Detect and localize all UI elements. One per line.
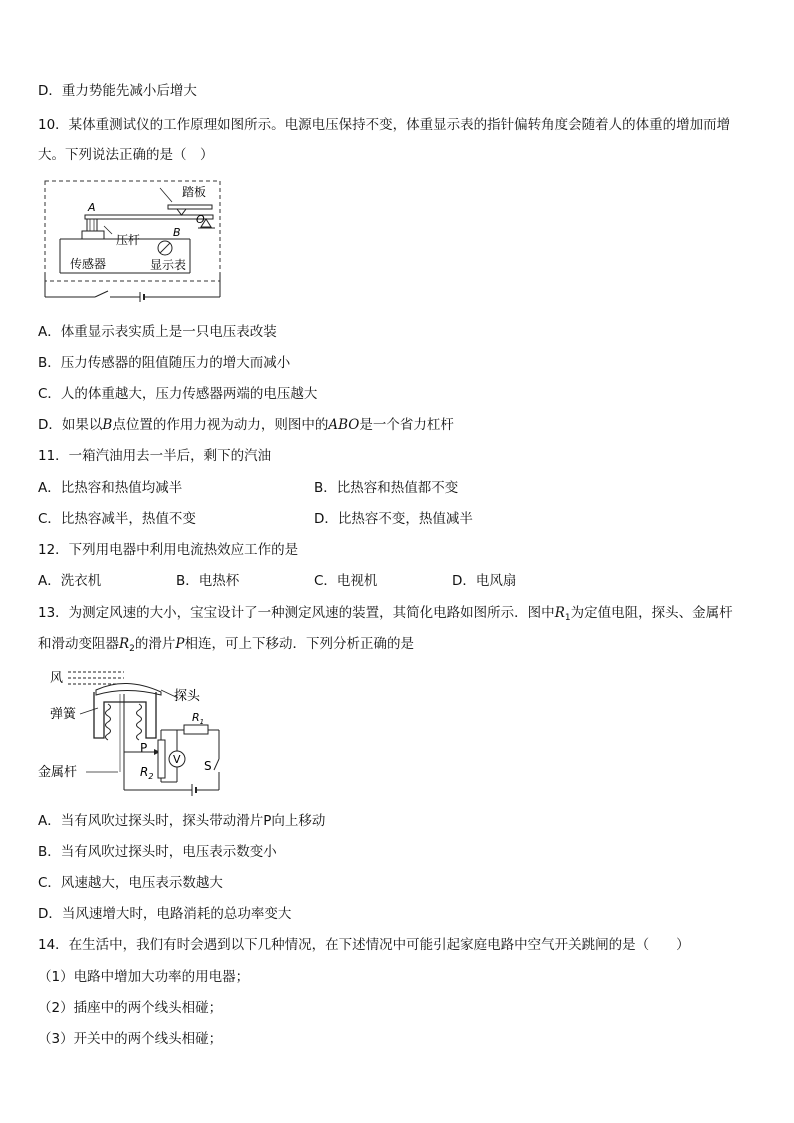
q12-stem: 12．下列用电器中利用电流热效应工作的是	[38, 542, 299, 558]
q13-label-r1: $R_1$	[192, 711, 205, 726]
q10-label-a: A	[88, 201, 96, 214]
q11-option-c: C．比热容减半，热值不变	[38, 511, 196, 527]
q13-figure	[36, 664, 236, 804]
q13-option-d: D．当风速增大时，电路消耗的总功率变大	[38, 906, 292, 922]
q10-label-sensor: 传感器	[70, 257, 107, 271]
q13-label-p: P	[140, 741, 148, 755]
q14-item-1: （1）电路中增加大功率的用电器；	[38, 969, 250, 985]
q10-label-b: B	[173, 226, 181, 239]
q10-label-pedal: 踏板	[182, 185, 207, 199]
q13-stem-line1: 13．为测定风速的大小，宝宝设计了一种测定风速的装置，其简化电路如图所示．图中$R_1$为定值电阻，探头、金属杆	[38, 605, 733, 623]
q12-option-b: B．电热杯	[176, 573, 240, 589]
q11-stem: 11．一箱汽油用去一半后，剩下的汽油	[38, 448, 272, 464]
q13-label-probe: 探头	[174, 689, 201, 704]
q10-figure	[40, 178, 230, 303]
q11-option-a: A．比热容和热值均减半	[38, 480, 183, 496]
q13-switch-s	[214, 759, 219, 770]
q13-probe	[96, 683, 161, 695]
q10-option-d: D．如果以B点位置的作用力视为动力，则图中的ABO是一个省力杠杆	[38, 417, 454, 433]
q10-switch	[95, 291, 108, 297]
q10-sensor	[82, 231, 104, 239]
q13-rheostat-r2	[158, 740, 165, 778]
q14-item-3: （3）开关中的两个线头相碰；	[38, 1031, 223, 1047]
q14-item-2: （2）插座中的两个线头相碰；	[38, 1000, 223, 1016]
q13-label-r2: $R_2$	[140, 765, 154, 781]
q13-spring-left	[106, 704, 111, 740]
q10-pedal	[168, 205, 212, 209]
q13-resistor-r1	[184, 725, 208, 734]
q13-stem-line2: 和滑动变阻器$R_2$的滑片P相连，可上下移动．下列分析正确的是	[38, 636, 414, 654]
q13-spring-right	[137, 704, 142, 740]
q13-label-v: V	[173, 753, 181, 766]
q10-option-a: A．体重显示表实质上是一只电压表改装	[38, 324, 277, 340]
q13-label-wind: 风	[50, 671, 64, 686]
q9-option-d: D．重力势能先减小后增大	[38, 83, 197, 99]
q13-option-b: B．当有风吹过探头时，电压表示数变小	[38, 844, 277, 860]
q10-label-rod: 压杆	[116, 233, 141, 247]
q10-pedal-support	[177, 209, 186, 215]
q11-option-b: B．比热容和热值都不变	[314, 480, 459, 496]
q10-lever	[85, 215, 213, 219]
q12-option-a: A．洗衣机	[38, 573, 102, 589]
q10-option-c: C．人的体重越大，压力传感器两端的电压越大	[38, 386, 318, 402]
q10-label-o: O	[196, 213, 205, 226]
q13-option-c: C．风速越大，电压表示数越大	[38, 875, 223, 891]
q10-option-b: B．压力传感器的阻值随压力的增大而减小	[38, 355, 291, 371]
q13-label-spring: 弹簧	[50, 707, 77, 722]
q13-label-s: S	[204, 759, 212, 773]
q10-stem-line2: 大。下列说法正确的是（ ）	[38, 147, 214, 163]
q13-label-rod: 金属杆	[38, 765, 78, 780]
q12-option-d: D．电风扇	[452, 573, 517, 589]
q10-stem-line1: 10．某体重测试仪的工作原理如图所示。电源电压保持不变，体重显示表的指针偏转角度会随着人的体重的增加而增	[38, 117, 731, 133]
q11-option-d: D．比热容不变，热值减半	[314, 511, 473, 527]
q10-pressure-rod	[87, 219, 97, 231]
q13-option-a: A．当有风吹过探头时，探头带动滑片P向上移动	[38, 813, 326, 829]
q12-option-c: C．电视机	[314, 573, 378, 589]
q13-housing	[94, 692, 156, 738]
q10-label-display: 显示表	[150, 258, 187, 272]
q14-stem: 14．在生活中，我们有时会遇到以下几种情况，在下述情况中可能引起家庭电路中空气开关跳闸的是（ ）	[38, 937, 690, 953]
